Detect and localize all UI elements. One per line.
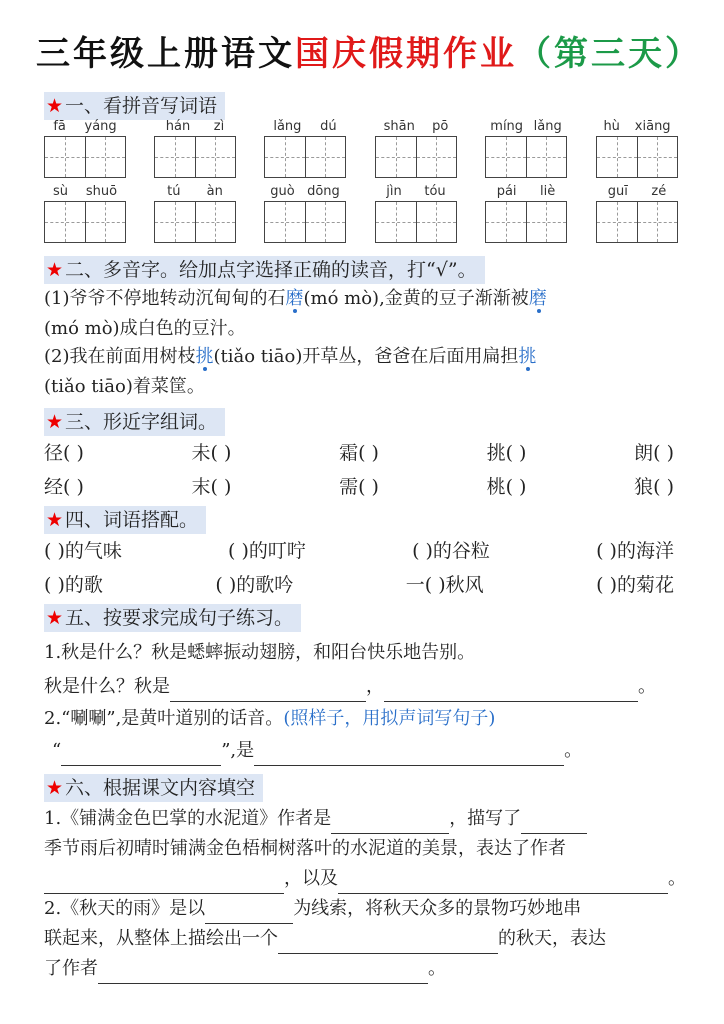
pinyin-word-box[interactable] [44, 183, 126, 243]
tianzige-boxes[interactable] [485, 201, 567, 243]
answer-blank[interactable] [44, 873, 284, 894]
writing-cell[interactable] [265, 137, 306, 177]
tianzige-boxes[interactable] [596, 201, 678, 243]
writing-cell[interactable] [86, 137, 126, 177]
dotted-char: 磨 [285, 288, 304, 309]
pinyin-word-box[interactable] [264, 118, 346, 178]
pinyin-syllable: guò [270, 184, 295, 199]
star-icon: ★ [46, 607, 64, 629]
pinyin-syllable: zì [213, 119, 225, 134]
writing-cell[interactable] [306, 202, 346, 242]
pinyin-word-box[interactable] [596, 118, 678, 178]
tianzige-boxes[interactable] [264, 136, 346, 178]
star-icon: ★ [46, 777, 64, 799]
star-icon: ★ [46, 411, 64, 433]
pinyin-word-box[interactable] [375, 183, 457, 243]
q5-line-4: “ ”,是 。 [52, 736, 582, 766]
pinyin-label [154, 183, 236, 201]
pinyin-word-box[interactable] [596, 183, 678, 243]
answer-blank[interactable] [384, 681, 638, 702]
q4-row-2: ( )的歌 ( )的歌吟 一( )秋风 ( )的菊花 [44, 574, 674, 596]
pinyin-syllable: shān [383, 119, 415, 134]
answer-blank[interactable] [205, 903, 293, 924]
tianzige-boxes[interactable] [44, 136, 126, 178]
pinyin-syllable: dōng [307, 184, 340, 199]
tianzige-boxes[interactable] [485, 136, 567, 178]
writing-cell[interactable] [597, 202, 638, 242]
answer-blank[interactable] [331, 813, 449, 834]
writing-cell[interactable] [86, 202, 126, 242]
pinyin-syllable: zé [651, 184, 667, 199]
q2-line-4: (tiǎo tiāo)着菜筐。 [44, 376, 205, 397]
tianzige-boxes[interactable] [154, 136, 236, 178]
tianzige-boxes[interactable] [375, 136, 457, 178]
writing-cell[interactable] [45, 137, 86, 177]
pinyin-word-box[interactable] [485, 183, 567, 243]
pinyin-syllable: tóu [424, 184, 446, 199]
section-6-heading: ★ 六、根据课文内容填空 [44, 774, 263, 802]
pinyin-syllable: liè [540, 184, 556, 199]
q6-line-2: 季节雨后初晴时铺满金色梧桐树落叶的水泥道的美景，表达了作者 [44, 838, 566, 859]
pinyin-syllable: xiāng [634, 119, 671, 134]
q2-line-2: (mó mò)成白色的豆汁。 [44, 318, 246, 339]
q3-row-1: 径( ) 未( ) 霜( ) 挑( ) 朗( ) [44, 442, 674, 464]
pinyin-label [485, 118, 567, 136]
writing-cell[interactable] [638, 137, 678, 177]
pinyin-label [154, 118, 236, 136]
pinyin-syllable: pō [432, 119, 449, 134]
star-icon: ★ [46, 95, 64, 117]
pinyin-syllable: shuō [85, 184, 118, 199]
pinyin-syllable: hù [603, 119, 620, 134]
pinyin-label [44, 118, 126, 136]
title-homework: 国庆假期作业 [295, 34, 517, 74]
pinyin-syllable: lǎng [533, 119, 562, 134]
q6-line-1: 1.《铺满金色巴掌的水泥道》作者是 ，描写了 [44, 804, 587, 834]
q6-line-5: 联起来，从整体上描绘出一个 的秋天，表达 [44, 924, 606, 954]
pinyin-syllable: tú [167, 184, 181, 199]
pinyin-label [264, 118, 346, 136]
pinyin-syllable: sù [52, 184, 68, 199]
writing-cell[interactable] [196, 202, 236, 242]
q5-line-1: 1.秋是什么？秋是蟋蟀振动翅膀，和阳台快乐地告别。 [44, 642, 476, 663]
section-2-heading: ★ 二、多音字。给加点字选择正确的读音，打“√”。 [44, 256, 485, 284]
pinyin-syllable: fā [53, 119, 66, 134]
star-icon: ★ [46, 509, 64, 531]
writing-cell[interactable] [376, 202, 417, 242]
answer-blank[interactable] [521, 813, 587, 834]
dotted-char: 挑 [518, 346, 537, 367]
writing-cell[interactable] [265, 202, 306, 242]
star-icon: ★ [46, 259, 64, 281]
writing-cell[interactable] [155, 202, 196, 242]
pinyin-label [596, 118, 678, 136]
section-5-heading: ★ 五、按要求完成句子练习。 [44, 604, 301, 632]
writing-cell[interactable] [638, 202, 678, 242]
writing-cell[interactable] [486, 202, 527, 242]
dotted-char: 挑 [195, 346, 214, 367]
q3-row-2: 经( ) 末( ) 需( ) 桃( ) 狼( ) [44, 476, 674, 498]
answer-blank[interactable] [61, 745, 221, 766]
pinyin-syllable: pái [496, 184, 517, 199]
title-grade: 三年级上册语文 [36, 34, 295, 74]
writing-cell[interactable] [527, 137, 567, 177]
tianzige-boxes[interactable] [596, 136, 678, 178]
pinyin-syllable: yáng [84, 119, 117, 134]
answer-blank[interactable] [254, 745, 564, 766]
pinyin-word-box[interactable] [485, 118, 567, 178]
dotted-char: 磨 [528, 288, 547, 309]
q5-line-2: 秋是什么？秋是 ， 。 [44, 672, 656, 702]
q2-line-1: (1)爷爷不停地转动沉甸甸的石磨(mó mò),金黄的豆子渐渐被磨 [44, 288, 547, 309]
writing-cell[interactable] [597, 137, 638, 177]
writing-cell[interactable] [306, 137, 346, 177]
title-day: （第三天） [517, 34, 702, 74]
pinyin-word-box[interactable] [375, 118, 457, 178]
pinyin-syllable: dú [320, 119, 337, 134]
answer-blank[interactable] [338, 873, 668, 894]
pinyin-word-box[interactable] [44, 118, 126, 178]
writing-cell[interactable] [196, 137, 236, 177]
pinyin-syllable: guī [607, 184, 628, 199]
writing-cell[interactable] [155, 137, 196, 177]
q6-line-3: ，以及 。 [44, 864, 686, 894]
pinyin-word-box[interactable] [264, 183, 346, 243]
pinyin-label [264, 183, 346, 201]
writing-cell[interactable] [417, 202, 457, 242]
section-3-heading: ★ 三、形近字组词。 [44, 408, 225, 436]
writing-cell[interactable] [45, 202, 86, 242]
writing-cell[interactable] [417, 137, 457, 177]
section-4-heading: ★ 四、词语搭配。 [44, 506, 206, 534]
tianzige-boxes[interactable] [375, 201, 457, 243]
q6-line-6: 了作者 。 [44, 954, 446, 984]
pinyin-word-box[interactable] [154, 118, 236, 178]
pinyin-label [485, 183, 567, 201]
q5-instruction: (照样子，用拟声词写句子) [283, 708, 496, 729]
pinyin-label [596, 183, 678, 201]
pinyin-syllable: lǎng [273, 119, 302, 134]
answer-blank[interactable] [170, 681, 366, 702]
answer-blank[interactable] [278, 933, 498, 954]
tianzige-boxes[interactable] [44, 201, 126, 243]
q5-line-3: 2.“唰唰”,是黄叶道别的话音。(照样子，用拟声词写句子) [44, 708, 496, 729]
section-1-heading: ★ 一、看拼音写词语 [44, 92, 225, 120]
pinyin-syllable: míng [490, 119, 524, 134]
writing-cell[interactable] [376, 137, 417, 177]
pinyin-label [375, 118, 457, 136]
pinyin-word-box[interactable] [154, 183, 236, 243]
writing-cell[interactable] [527, 202, 567, 242]
q2-line-3: (2)我在前面用树枝挑(tiǎo tiāo)开草丛，爸爸在后面用扁担挑 [44, 346, 537, 367]
tianzige-boxes[interactable] [264, 201, 346, 243]
q4-row-1: ( )的气味 ( )的叮咛 ( )的谷粒 ( )的海洋 [44, 540, 674, 562]
pinyin-label [44, 183, 126, 201]
pinyin-label [375, 183, 457, 201]
worksheet-title [36, 30, 716, 78]
writing-cell[interactable] [486, 137, 527, 177]
q6-line-4: 2.《秋天的雨》是以 为线索，将秋天众多的景物巧妙地串 [44, 894, 581, 924]
pinyin-syllable: jìn [386, 184, 402, 199]
pinyin-syllable: àn [206, 184, 223, 199]
tianzige-boxes[interactable] [154, 201, 236, 243]
pinyin-syllable: hán [165, 119, 191, 134]
answer-blank[interactable] [98, 963, 428, 984]
